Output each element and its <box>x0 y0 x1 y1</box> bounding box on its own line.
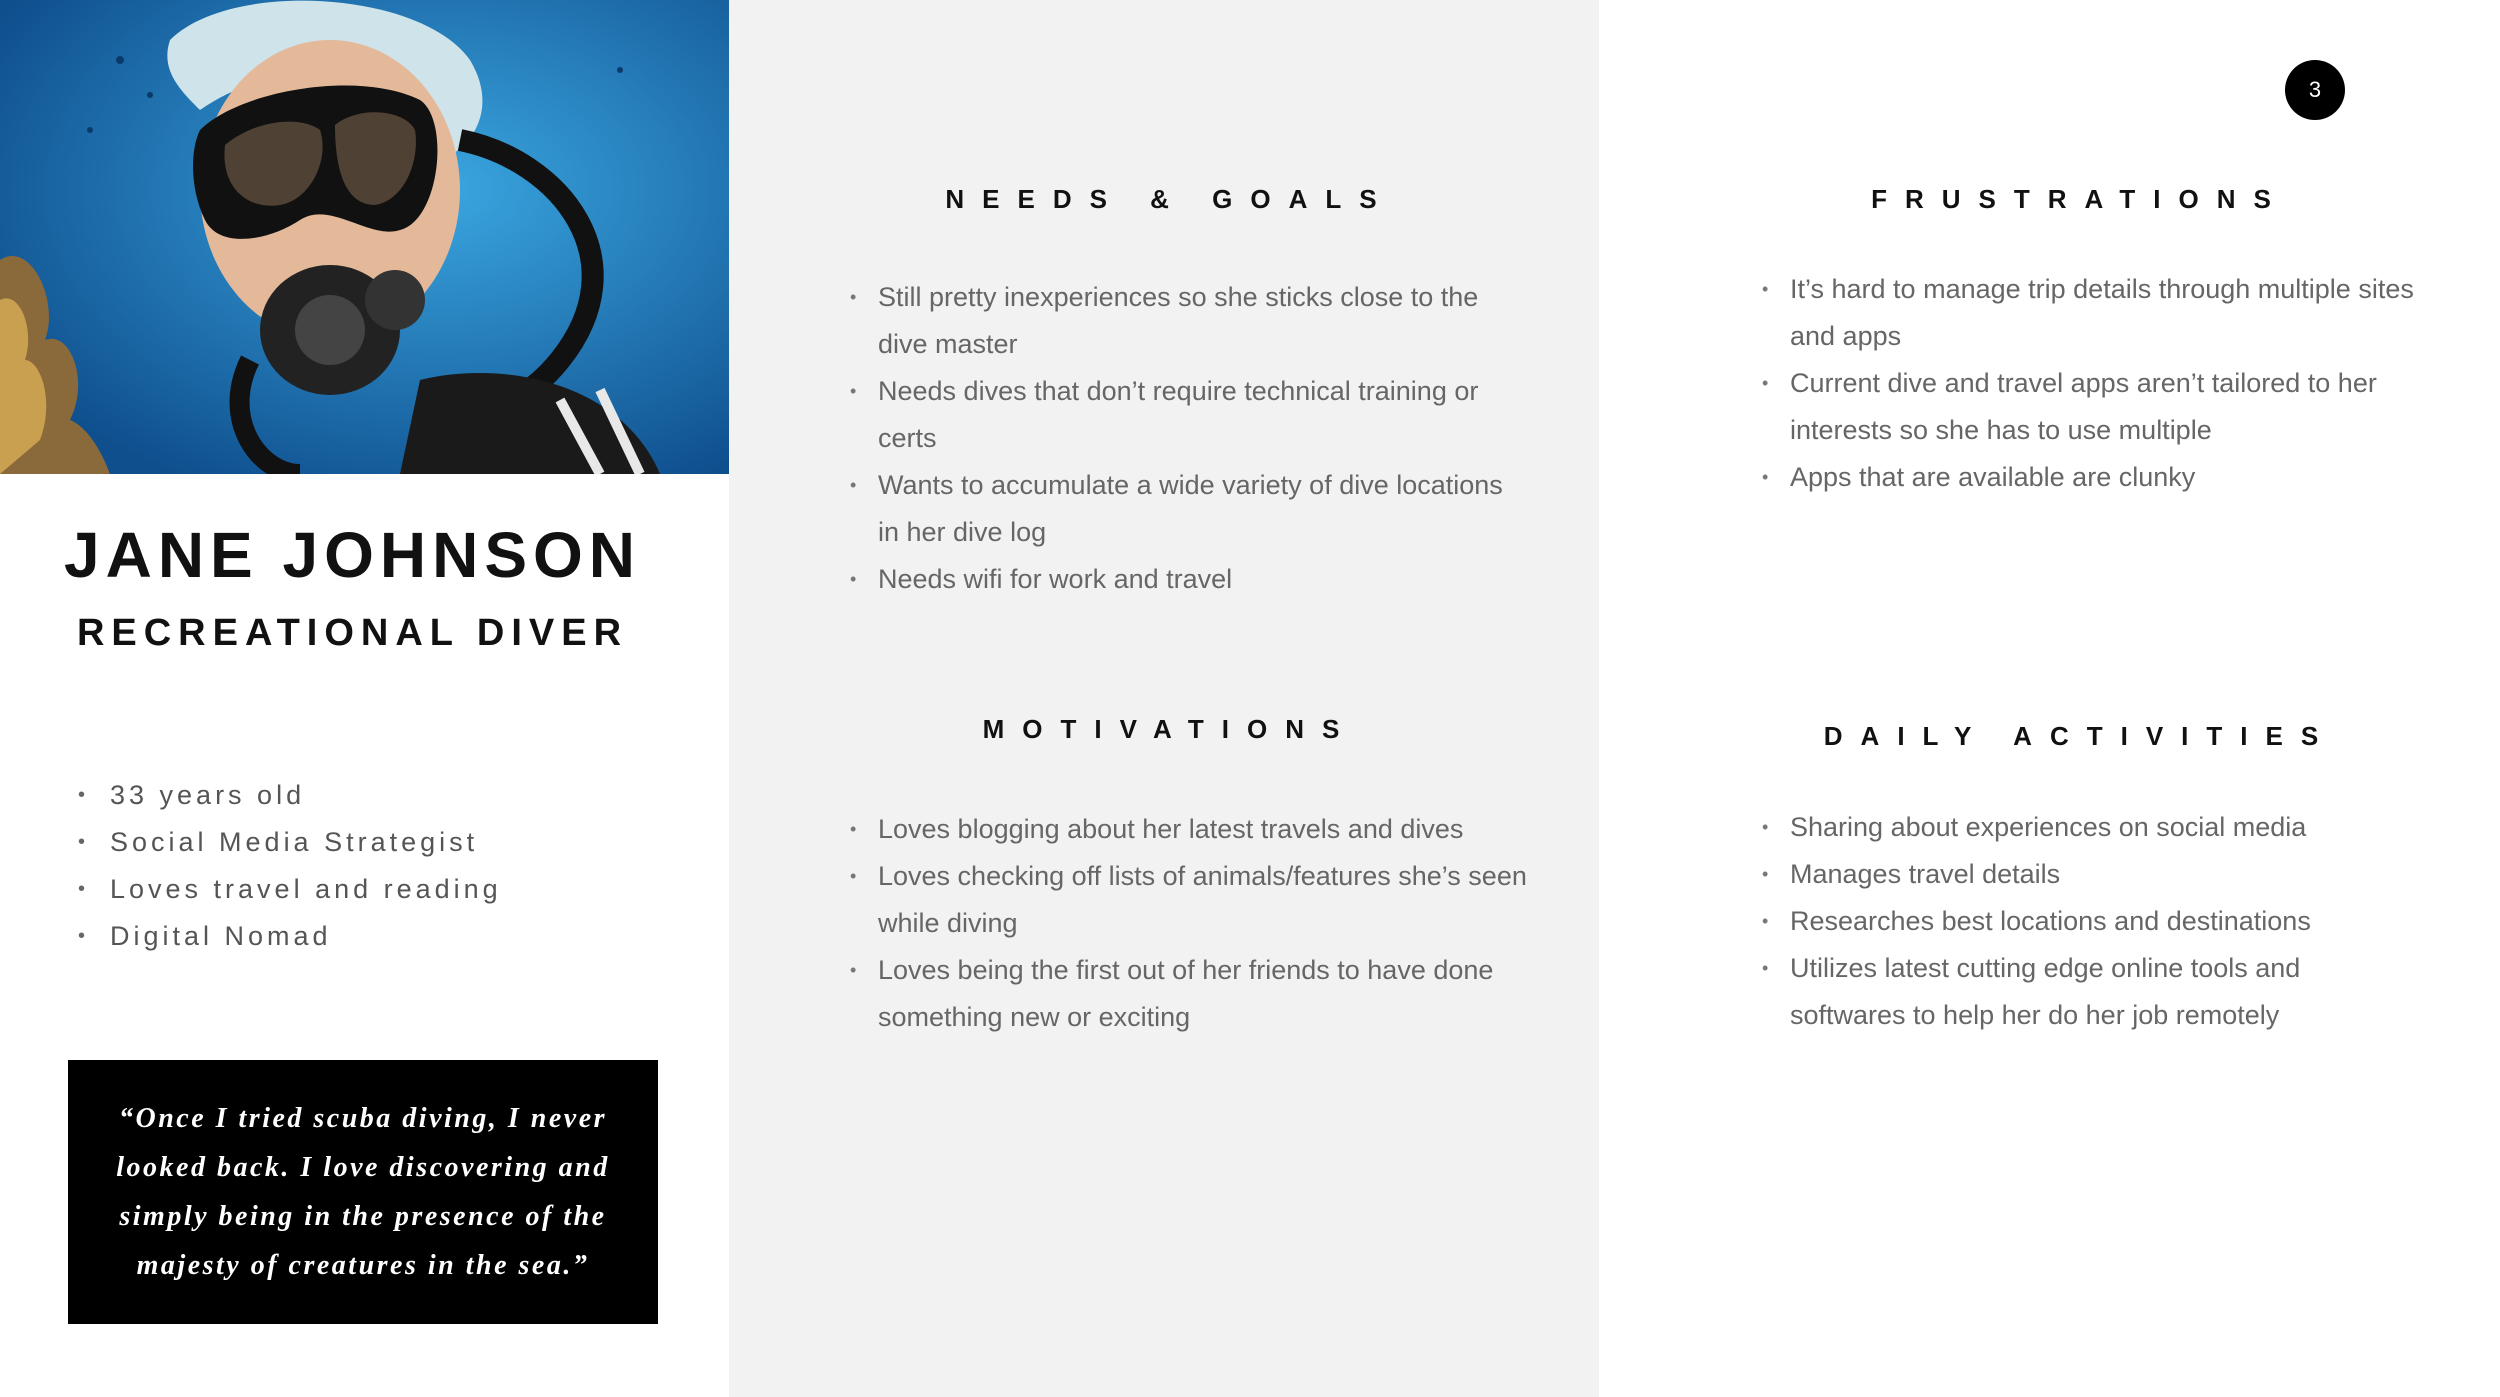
frustrations-list <box>1762 266 2422 501</box>
persona-role: RECREATIONAL DIVER <box>76 612 629 654</box>
list-item: • Social Media Strategist <box>78 819 502 866</box>
list-item: • It’s hard to manage trip details through multiple sites and apps <box>1762 266 2422 360</box>
list-item: • Researches best locations and destinations <box>1762 898 2422 945</box>
list-item: • Utilizes latest cutting edge online tools and softwares to help her do her job remotely <box>1762 945 2422 1039</box>
list-item: • Still pretty inexperiences so she sticks close to the dive master <box>850 274 1510 368</box>
list-item: • Digital Nomad <box>78 913 502 960</box>
daily-activities-title: DAILY ACTIVITIES <box>1823 721 2337 751</box>
list-item: • Wants to accumulate a wide variety of dive locations in her dive log <box>850 462 1510 556</box>
list-item: • Sharing about experiences on social media <box>1762 804 2422 851</box>
page-number-badge <box>2285 60 2345 120</box>
list-item: • Apps that are available are clunky <box>1762 454 2422 501</box>
list-item: • Loves blogging about her latest travels and dives <box>850 806 1530 853</box>
daily-activities-list <box>1762 804 2422 1039</box>
quote-text: “Once I tried scuba diving, I never looked back. I love discovering and simply being in the presence of the majesty of creatures in the sea.” <box>116 1103 610 1281</box>
list-item: • Manages travel details <box>1762 851 2422 898</box>
list-item: • Needs wifi for work and travel <box>850 556 1510 603</box>
motivations-list <box>850 806 1530 1041</box>
list-item: • 33 years old <box>78 772 502 819</box>
scuba-diver-photo <box>0 0 734 474</box>
persona-name: JANE JOHNSON <box>64 519 641 591</box>
persona-facts <box>78 772 502 960</box>
list-item: • Current dive and travel apps aren’t tailored to her interests so she has to use multiple <box>1762 360 2422 454</box>
list-item: • Loves being the first out of her friends to have done something new or exciting <box>850 947 1530 1041</box>
list-item: • Loves checking off lists of animals/features she’s seen while diving <box>850 853 1530 947</box>
motivations-title: MOTIVATIONS <box>982 714 1358 744</box>
frustrations-title: FRUSTRATIONS <box>1871 184 2289 214</box>
needs-goals-list <box>850 274 1510 603</box>
persona-quote <box>68 1060 658 1324</box>
list-item: • Needs dives that don’t require technical training or certs <box>850 368 1510 462</box>
needs-goals-title: NEEDS & GOALS <box>945 184 1395 214</box>
page-number: 3 <box>2308 77 2322 102</box>
persona-photo <box>0 0 734 474</box>
list-item: • Loves travel and reading <box>78 866 502 913</box>
